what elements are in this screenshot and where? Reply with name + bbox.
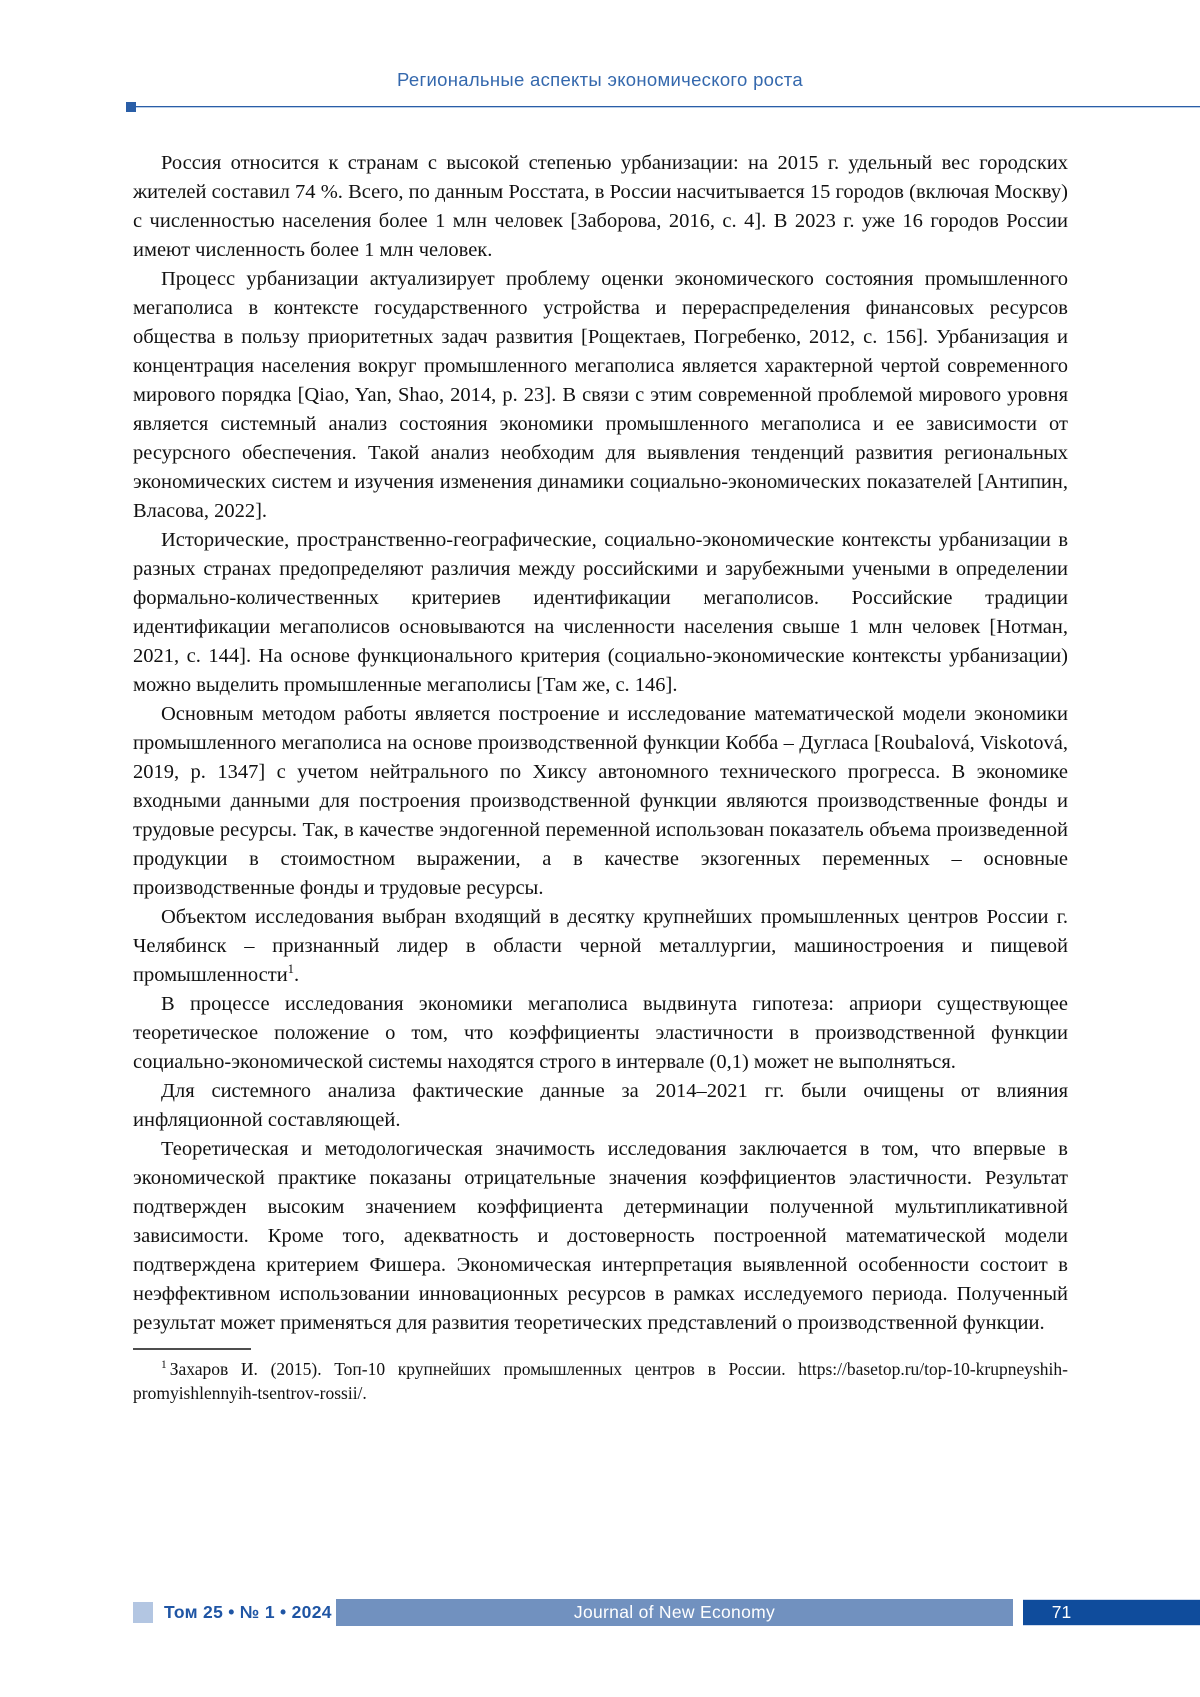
volume-issue-label: Том 25 • № 1 • 2024: [164, 1602, 332, 1622]
header-rule: [126, 102, 1200, 112]
rule-line: [136, 106, 1200, 108]
paragraph-text: .: [294, 964, 300, 986]
footnote-marker: 1: [161, 1359, 167, 1372]
journal-name-bar: [336, 1599, 1013, 1626]
paragraph: [133, 903, 1068, 990]
footnote-reference: 1: [287, 962, 295, 977]
paragraph: Процесс урбанизации актуализирует проблему оценки экономического состояния промышленного мегаполиса в контексте государственного устройства и перераспределения финансовых ресурсов общества в пользу приоритетных задач развития [Рощектаев, Погребенко, 2012, с. 156]. Урбанизация и концентрация населения вокруг промышленного мегаполиса является характерной чертой современного мирового порядка [Qiao, Yan, Shao, 2014, p. 23]. В связи с этим современной проблемой мирового уровня является системный анализ состояния экономики промышленного мегаполиса и ее зависимости от ресурсного обеспечения. Такой анализ необходим для выявления тенденций развития региональных экономических систем и изучения изменения динамики социально-экономических показателей [Антипин, Власова, 2022].: [133, 268, 1068, 522]
footnote-text: Захаров И. (2015). Топ-10 крупнейших промышленных центров в России. https://basetop.ru/top-10-krupneyshih-promyishlennyih-tsentrov-rossii/.: [133, 1359, 1068, 1403]
page-footer: [0, 1599, 1200, 1626]
paragraph: Для системного анализа фактические данные за 2014–2021 гг. были очищены от влияния инфляционной составляющей.: [133, 1080, 1068, 1131]
footnote-separator: [133, 1348, 251, 1350]
article-body: [133, 149, 1068, 1405]
paragraph-text: Объектом исследования выбран входящий в десятку крупнейших промышленных центров России г. Челябинск – признанный лидер в области черной металлургии, машиностроения и пищевой промышленности: [133, 906, 1068, 986]
paragraph: Теоретическая и методологическая значимость исследования заключается в том, что впервые в экономической практике показаны отрицательные значения коэффициентов эластичности. Результат подтвержден высоким значением коэффициента детерминации полученной мультипликативной зависимости. Кроме того, адекватность и достоверность построенной математической модели подтверждена критерием Фишера. Экономическая интерпретация выявленной особенности состоит в неэффективном использовании инновационных ресурсов в рамках исследуемого периода. Полученный результат может применяться для развития теоретических представлений о производственной функции.: [133, 1138, 1068, 1334]
page-number-box: [1023, 1599, 1200, 1626]
rule-square-marker: [126, 102, 136, 112]
paragraph: Россия относится к странам с высокой степенью урбанизации: на 2015 г. удельный вес городских жителей составил 74 %. Всего, по данным Росстата, в России насчитывается 15 городов (включая Москву) с численностью населения более 1 млн человек [Заборова, 2016, с. 4]. В 2023 г. уже 16 городов России имеют численность более 1 млн человек.: [133, 152, 1068, 261]
paragraph: В процессе исследования экономики мегаполиса выдвинута гипотеза: априори существующее теоретическое положение о том, что коэффициенты эластичности в производственной функции социально-экономической системы находятся строго в интервале (0,1) может не выполняться.: [133, 993, 1068, 1073]
footnote: [133, 1358, 1068, 1405]
footer-square-marker: [133, 1602, 153, 1623]
paragraph: Основным методом работы является построение и исследование математической модели экономики промышленного мегаполиса на основе производственной функции Кобба – Дугласа [Roubalová, Viskotová, 2019, p. 1347] с учетом нейтрального по Хиксу автономного технического прогресса. В экономике входными данными для построения производственной функции являются производственные фонды и трудовые ресурсы. Так, в качестве эндогенной переменной использован показатель объема произведенной продукции в стоимостном выражении, а в качестве экзогенных переменных – основные производственные фонды и трудовые ресурсы.: [133, 703, 1068, 899]
paragraph: Исторические, пространственно-географические, социально-экономические контексты урбанизации в разных странах предопределяют различия между российскими и зарубежными учеными в определении формально-количественных критериев идентификации мегаполисов. Российские традиции идентификации мегаполисов основываются на численности населения свыше 1 млн человек [Нотман, 2021, с. 144]. На основе функционального критерия (социально-экономические контексты урбанизации) можно выделить промышленные мегаполисы [Там же, с. 146].: [133, 529, 1068, 696]
journal-name-label: Journal of New Economy: [573, 1602, 776, 1622]
page-number: 71: [1051, 1602, 1072, 1622]
running-head-title: Региональные аспекты экономического роста: [397, 69, 803, 90]
